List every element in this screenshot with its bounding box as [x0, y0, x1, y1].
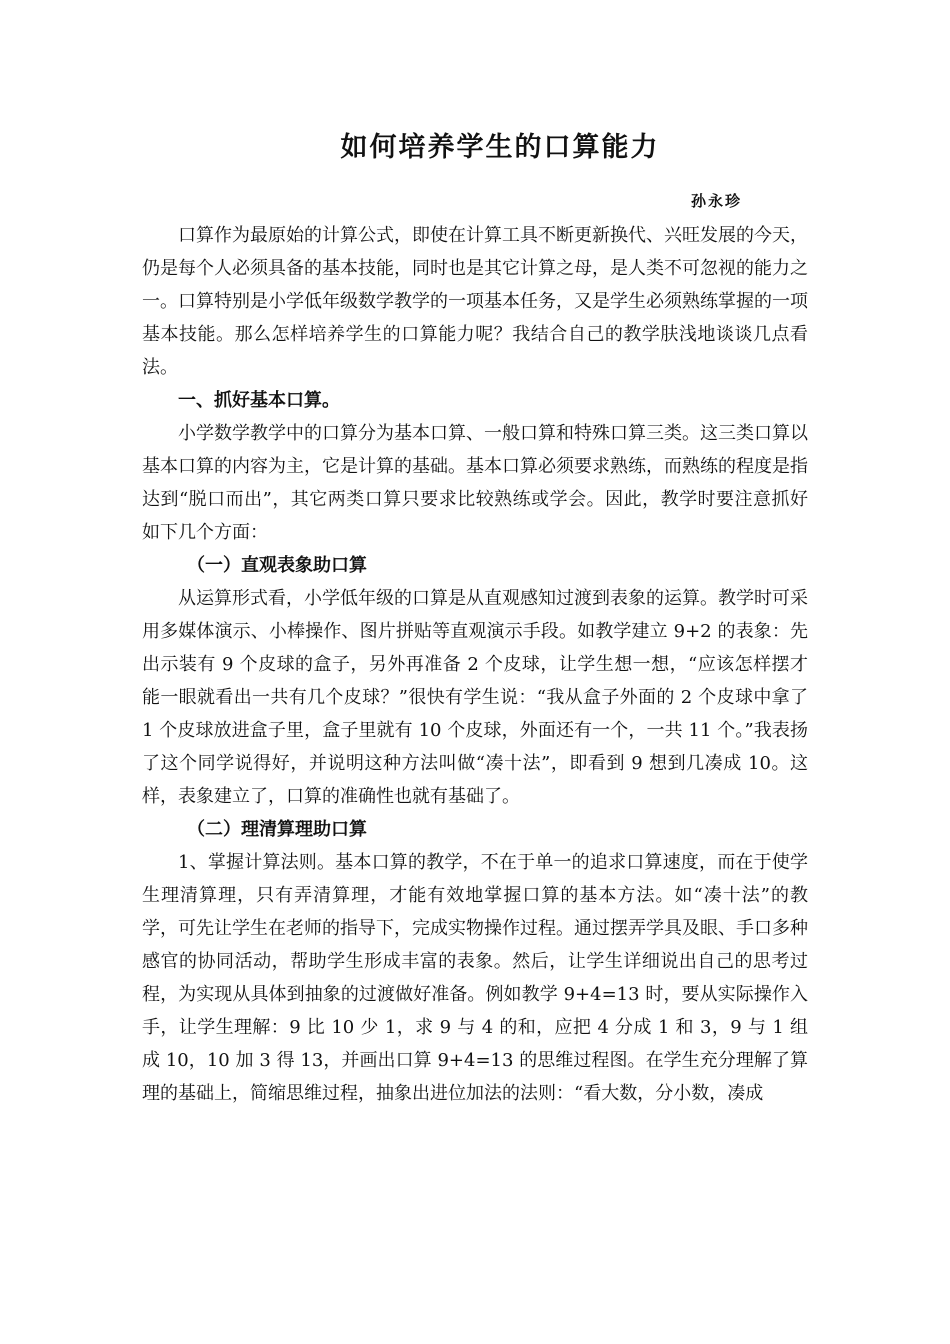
subsection-heading-2: （二）理清算理助口算 [187, 819, 367, 840]
document-body [142, 219, 808, 1110]
intro-paragraph: 口算作为最原始的计算公式，即使在计算工具不断更新换代、兴旺发展的今天，仍是每个人必须具备的基本技能，同时也是其它计算之母，是人类不可忽视的能力之一。口算特别是小学低年级数学教学的一项基本任务，又是学生必须熟练掌握的一项基本技能。那么怎样培养学生的口算能力呢？我结合自己的教学肤浅地谈谈几点看法。 [142, 225, 808, 378]
subsection-1-paragraph: 从运算形式看，小学低年级的口算是从直观感知过渡到表象的运算。教学时可采用多媒体演示、小棒操作、图片拼贴等直观演示手段。如教学建立 9+2 的表象：先出示装有 9 个皮球的盒子，另外再准备 2 个皮球，让学生想一想，“应该怎样摆才能一眼就看出一共有几个皮球？”很快有学生说：“我从盒子外面的 2 个皮球中拿了 1 个皮球放进盒子里，盒子里就有 10 个皮球，外面还有一个，一共 11 个。”我表扬了这个同学说得好，并说明这种方法叫做“凑十法”，即看到 9 想到几凑成 10。这样，表象建立了，口算的准确性也就有基础了。 [142, 588, 808, 807]
section-heading-1: 一、抓好基本口算。 [178, 390, 340, 411]
section-1-paragraph: 小学数学教学中的口算分为基本口算、一般口算和特殊口算三类。这三类口算以基本口算的内容为主，它是计算的基础。基本口算必须要求熟练，而熟练的程度是指达到“脱口而出”，其它两类口算只要求比较熟练或学会。因此，教学时要注意抓好如下几个方面： [142, 423, 808, 543]
author-name: 孙永珍 [691, 192, 743, 210]
subsection-2-paragraph: 1、掌握计算法则。基本口算的教学，不在于单一的追求口算速度，而在于使学生理清算理，只有弄清算理，才能有效地掌握口算的基本方法。如“凑十法”的教学，可先让学生在老师的指导下，完成实物操作过程。通过摆弄学具及眼、手口多种感官的协同活动，帮助学生形成丰富的表象。然后，让学生详细说出自己的思考过程，为实现从具体到抽象的过渡做好准备。例如教学 9+4=13 时，要从实际操作入手，让学生理解：9 比 10 少 1，求 9 与 4 的和，应把 4 分成 1 和 3，9 与 1 组成 10，10 加 3 得 13，并画出口算 9+4=13 的思维过程图。在学生充分理解了算理的基础上，简缩思维过程，抽象出进位加法的法则：“看大数，分小数，凑成 [142, 852, 808, 1104]
subsection-heading-1: （一）直观表象助口算 [187, 555, 367, 576]
document-title: 如何培养学生的口算能力 [340, 132, 660, 163]
